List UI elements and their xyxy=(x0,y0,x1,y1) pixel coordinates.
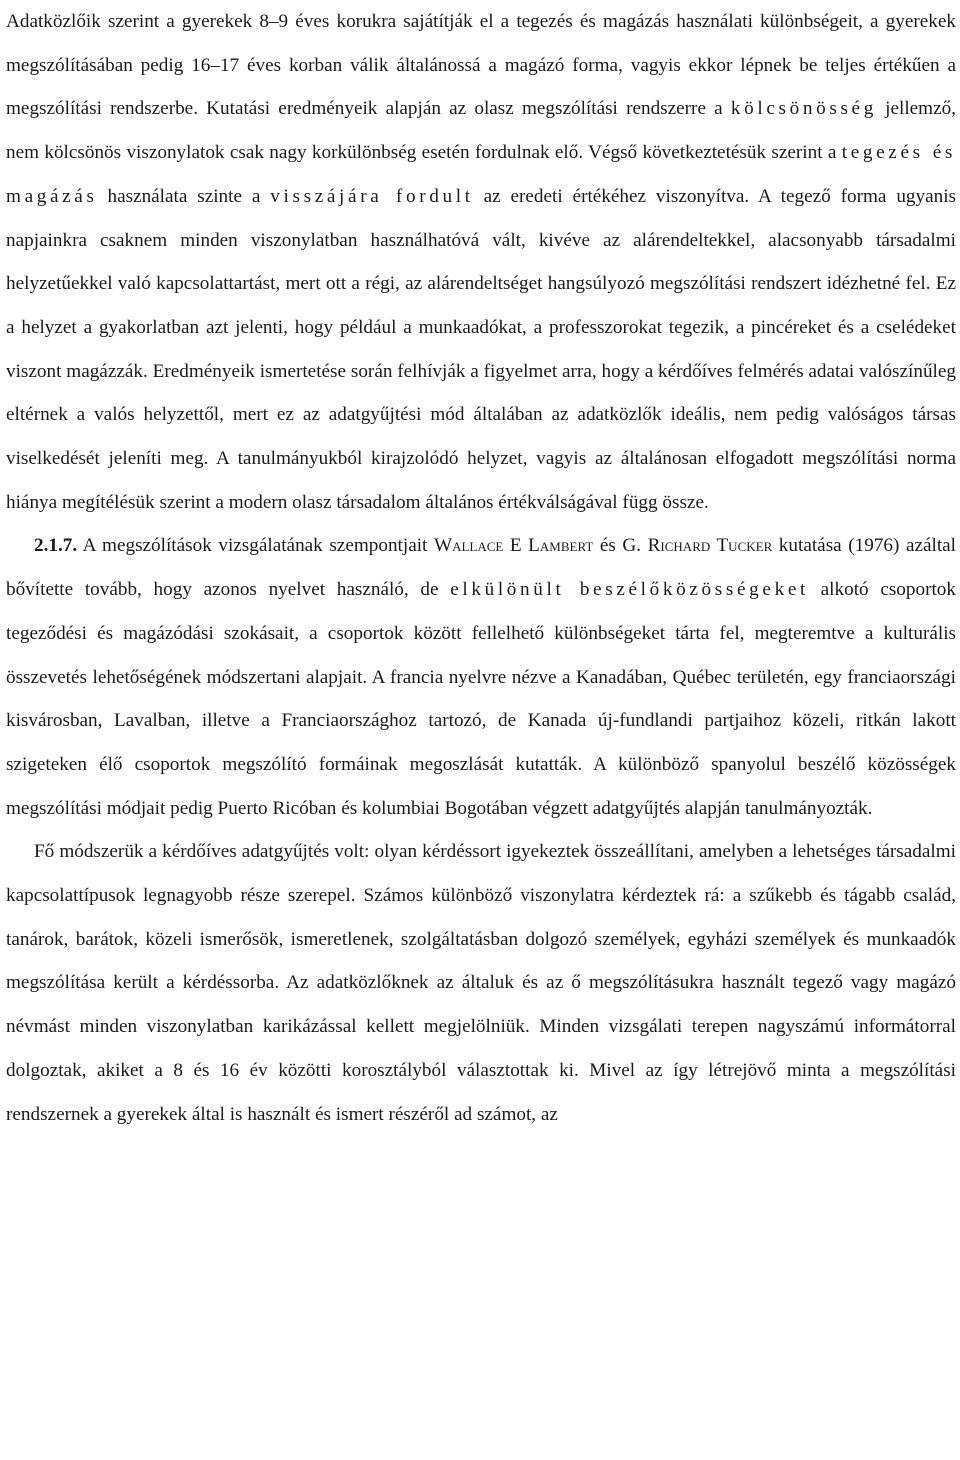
section-number: 2.1.7. xyxy=(34,535,78,557)
section-text-4: alkotó csoportok tegeződési és magázódási szokásait, a csoportok között fellelhető különbségeket tárta fel, megteremtve a kulturális összevetés lehetőségének módszertani alapjait. A francia nyelvre nézve a Kanadában, Québec területén, egy franciaországi kisvárosban, Lavalban, illetve a Franciaországhoz tartozó, de Kanada új-fundlandi partjaihoz közeli, ritkán lakott szigeteken élő csoportok megszólító formáinak megoszlását kutatták. A különböző spanyolul beszélő közösségek megszólítási módjait pedig Puerto Ricóban és kolumbiai Bogotában végzett adatgyűjtés alapján tanulmányozták. xyxy=(6,579,956,819)
author-tucker: G. Richard Tucker xyxy=(622,535,773,557)
emphasis-elkulonult-beszelokozossegeket: elkülönült beszélőközösségeket xyxy=(450,579,809,601)
document-page xyxy=(6,0,956,1136)
section-text-2: és xyxy=(593,535,623,557)
paragraph-1-text-3: használata szinte a xyxy=(97,185,271,207)
section-paragraph xyxy=(6,524,956,830)
author-lambert: Wallace E Lambert xyxy=(433,535,594,557)
emphasis-tegezes-es-magazas: tegezés és magázás xyxy=(6,142,957,207)
paragraph-1 xyxy=(6,0,956,524)
section-text-1: A megszólítások vizsgálatának szempontjait xyxy=(77,535,434,557)
paragraph-3 xyxy=(6,830,956,1136)
paragraph-1-text-2: jellemző, nem kölcsönös viszonylatok csak nagy korkülönbség esetén fordulnak elő. Végső következtetésük szerint a xyxy=(6,98,957,164)
paragraph-1-text-1: Adatközlőik szerint a gyerekek 8–9 éves korukra sajátítják el a tegezés és magázás használati különbségeit, a gyerekek megszólításában pedig 16–17 éves korban válik általánossá a magázó forma, vagyis ekkor lépnek be teljes értékűen a megszólítási rendszerbe. Kutatási eredményeik alapján az olasz megszólítási rendszerre a xyxy=(6,11,956,120)
emphasis-visszajara-fordult: visszájára fordult xyxy=(270,185,474,207)
paragraph-1-text-4: az eredeti értékéhez viszonyítva. A tegező forma ugyanis napjainkra csaknem minden viszonylatban használhatóvá vált, kivéve az alárendeltekkel, alacsonyabb társadalmi helyzetűekkel való kapcsolattartást, mert ott a régi, az alárendeltséget hangsúlyozó megszólítási rendszert idézhetné fel. Ez a helyzet a gyakorlatban azt jelenti, hogy például a munkaadókat, a professzorokat tegezik, a pincéreket és a cselédeket viszont magázzák. Eredményeik ismertetése során felhívják a figyelmet arra, hogy a kérdőíves felmérés adatai valószínűleg eltérnek a valós helyzettől, mert ez az adatgyűjtési mód általában az adatközlők ideális, nem pedig valóságos társas viselkedését jeleníti meg. A tanulmányukból kirajzolódó helyzet, vagyis az általánosan elfogadott megszólítási norma hiánya megítélésük szerint a modern olasz társadalom általános értékválságával függ össze. xyxy=(6,185,957,513)
section-text-3: kutatása (1976) azáltal bővítette tovább, hogy azonos nyelvet használó, de xyxy=(6,535,957,601)
emphasis-kolcsonosseg: kölcsönösség xyxy=(730,98,877,120)
paragraph-3-text: Fő módszerük a kérdőíves adatgyűjtés volt: olyan kérdéssort igyekeztek összeállítani, amelyben a lehetséges társadalmi kapcsolattípusok legnagyobb része szerepel. Számos különböző viszonylatra kérdeztek rá: a szűkebb és tágabb család, tanárok, barátok, közeli ismerősök, ismeretlenek, szolgáltatásban dolgozó személyek, egyházi személyek és munkaadók megszólítása került a kérdéssorba. Az adatközlőknek az általuk és az ő megszólításukra használt tegező vagy magázó névmást minden viszonylatban karikázással kellett megjelölniük. Minden vizsgálati terepen nagyszámú informátorral dolgoztak, akiket a 8 és 16 év közötti korosztályból választottak ki. Mivel az így létrejövő minta a megszólítási rendszernek a gyerekek által is használt és ismert részéről ad számot, az xyxy=(6,841,956,1125)
